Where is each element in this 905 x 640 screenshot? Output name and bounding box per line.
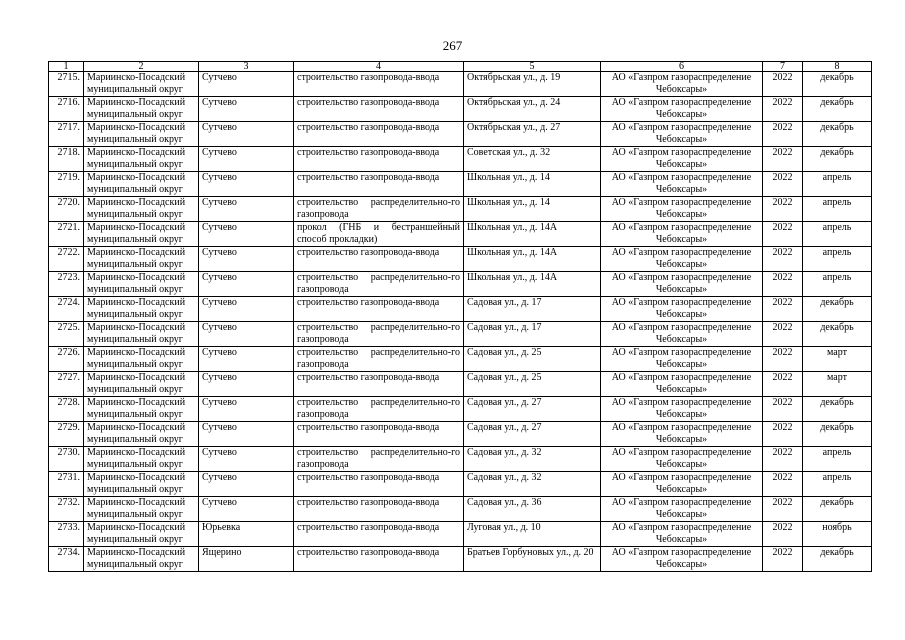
table-row xyxy=(49,122,872,147)
organization-cell: АО «Газпром газораспределение Чебоксары» xyxy=(601,147,763,172)
table-row xyxy=(49,72,872,97)
locality-cell: Ящерино xyxy=(199,547,294,572)
district-cell: Мариинско-Посадский муниципальный округ xyxy=(84,172,199,197)
locality-cell: Юрьевка xyxy=(199,522,294,547)
district-cell: Мариинско-Посадский муниципальный округ xyxy=(84,272,199,297)
organization-cell: АО «Газпром газораспределение Чебоксары» xyxy=(601,447,763,472)
table-row xyxy=(49,97,872,122)
locality-cell: Сутчево xyxy=(199,322,294,347)
column-header-6: 6 xyxy=(601,62,763,72)
month-cell: декабрь xyxy=(803,297,872,322)
address-cell: Октябрьская ул., д. 19 xyxy=(464,72,601,97)
organization-cell: АО «Газпром газораспределение Чебоксары» xyxy=(601,97,763,122)
table-body xyxy=(49,72,872,572)
year-cell: 2022 xyxy=(763,322,803,347)
page-number: 267 xyxy=(442,38,463,53)
year-cell: 2022 xyxy=(763,397,803,422)
district-cell: Мариинско-Посадский муниципальный округ xyxy=(84,547,199,572)
address-cell: Садовая ул., д. 25 xyxy=(464,347,601,372)
address-cell: Садовая ул., д. 32 xyxy=(464,472,601,497)
district-cell: Мариинско-Посадский муниципальный округ xyxy=(84,447,199,472)
year-cell: 2022 xyxy=(763,522,803,547)
address-cell: Октябрьская ул., д. 24 xyxy=(464,97,601,122)
work-type-cell: строительство газопровода-ввода xyxy=(294,547,464,572)
row-number: 2730. xyxy=(49,447,84,472)
work-type-cell: строительство газопровода-ввода xyxy=(294,472,464,497)
month-cell: декабрь xyxy=(803,72,872,97)
row-number: 2719. xyxy=(49,172,84,197)
year-cell: 2022 xyxy=(763,422,803,447)
row-number: 2716. xyxy=(49,97,84,122)
year-cell: 2022 xyxy=(763,147,803,172)
locality-cell: Сутчево xyxy=(199,497,294,522)
work-type-cell: строительство газопровода-ввода xyxy=(294,122,464,147)
district-cell: Мариинско-Посадский муниципальный округ xyxy=(84,397,199,422)
locality-cell: Сутчево xyxy=(199,72,294,97)
locality-cell: Сутчево xyxy=(199,172,294,197)
month-cell: март xyxy=(803,347,872,372)
row-number: 2725. xyxy=(49,322,84,347)
district-cell: Мариинско-Посадский муниципальный округ xyxy=(84,247,199,272)
year-cell: 2022 xyxy=(763,197,803,222)
table-row xyxy=(49,397,872,422)
month-cell: апрель xyxy=(803,472,872,497)
organization-cell: АО «Газпром газораспределение Чебоксары» xyxy=(601,222,763,247)
year-cell: 2022 xyxy=(763,72,803,97)
table-row xyxy=(49,472,872,497)
year-cell: 2022 xyxy=(763,172,803,197)
organization-cell: АО «Газпром газораспределение Чебоксары» xyxy=(601,522,763,547)
registry-table xyxy=(48,61,872,572)
organization-cell: АО «Газпром газораспределение Чебоксары» xyxy=(601,547,763,572)
year-cell: 2022 xyxy=(763,297,803,322)
year-cell: 2022 xyxy=(763,247,803,272)
work-type-cell: строительство распределительно-го газопровода xyxy=(294,272,464,297)
address-cell: Школьная ул., д. 14А xyxy=(464,247,601,272)
organization-cell: АО «Газпром газораспределение Чебоксары» xyxy=(601,172,763,197)
work-type-cell: строительство газопровода-ввода xyxy=(294,497,464,522)
column-header-3: 3 xyxy=(199,62,294,72)
row-number: 2724. xyxy=(49,297,84,322)
row-number: 2734. xyxy=(49,547,84,572)
work-type-cell: строительство газопровода-ввода xyxy=(294,372,464,397)
work-type-cell: строительство газопровода-ввода xyxy=(294,72,464,97)
table-row xyxy=(49,272,872,297)
table-row xyxy=(49,322,872,347)
work-type-cell: строительство распределительно-го газопровода xyxy=(294,447,464,472)
table-row xyxy=(49,147,872,172)
row-number: 2722. xyxy=(49,247,84,272)
table-row xyxy=(49,247,872,272)
district-cell: Мариинско-Посадский муниципальный округ xyxy=(84,372,199,397)
organization-cell: АО «Газпром газораспределение Чебоксары» xyxy=(601,397,763,422)
month-cell: апрель xyxy=(803,247,872,272)
table-row xyxy=(49,297,872,322)
month-cell: декабрь xyxy=(803,397,872,422)
locality-cell: Сутчево xyxy=(199,197,294,222)
address-cell: Школьная ул., д. 14А xyxy=(464,272,601,297)
locality-cell: Сутчево xyxy=(199,272,294,297)
month-cell: ноябрь xyxy=(803,522,872,547)
organization-cell: АО «Газпром газораспределение Чебоксары» xyxy=(601,322,763,347)
district-cell: Мариинско-Посадский муниципальный округ xyxy=(84,347,199,372)
address-cell: Школьная ул., д. 14 xyxy=(464,197,601,222)
organization-cell: АО «Газпром газораспределение Чебоксары» xyxy=(601,497,763,522)
column-header-4: 4 xyxy=(294,62,464,72)
address-cell: Садовая ул., д. 17 xyxy=(464,322,601,347)
locality-cell: Сутчево xyxy=(199,297,294,322)
locality-cell: Сутчево xyxy=(199,222,294,247)
month-cell: декабрь xyxy=(803,322,872,347)
year-cell: 2022 xyxy=(763,122,803,147)
row-number: 2723. xyxy=(49,272,84,297)
address-cell: Советская ул., д. 32 xyxy=(464,147,601,172)
column-header-2: 2 xyxy=(84,62,199,72)
organization-cell: АО «Газпром газораспределение Чебоксары» xyxy=(601,247,763,272)
table-row xyxy=(49,422,872,447)
row-number: 2728. xyxy=(49,397,84,422)
address-cell: Садовая ул., д. 27 xyxy=(464,422,601,447)
district-cell: Мариинско-Посадский муниципальный округ xyxy=(84,497,199,522)
table-row xyxy=(49,172,872,197)
locality-cell: Сутчево xyxy=(199,97,294,122)
locality-cell: Сутчево xyxy=(199,347,294,372)
locality-cell: Сутчево xyxy=(199,397,294,422)
work-type-cell: прокол (ГНБ и бестраншейный способ прокладки) xyxy=(294,222,464,247)
work-type-cell: строительство распределительно-го газопровода xyxy=(294,322,464,347)
work-type-cell: строительство газопровода-ввода xyxy=(294,97,464,122)
row-number: 2727. xyxy=(49,372,84,397)
locality-cell: Сутчево xyxy=(199,122,294,147)
organization-cell: АО «Газпром газораспределение Чебоксары» xyxy=(601,272,763,297)
work-type-cell: строительство газопровода-ввода xyxy=(294,422,464,447)
locality-cell: Сутчево xyxy=(199,472,294,497)
work-type-cell: строительство распределительно-го газопровода xyxy=(294,397,464,422)
row-number: 2720. xyxy=(49,197,84,222)
district-cell: Мариинско-Посадский муниципальный округ xyxy=(84,147,199,172)
organization-cell: АО «Газпром газораспределение Чебоксары» xyxy=(601,472,763,497)
district-cell: Мариинско-Посадский муниципальный округ xyxy=(84,222,199,247)
year-cell: 2022 xyxy=(763,272,803,297)
table-row xyxy=(49,372,872,397)
district-cell: Мариинско-Посадский муниципальный округ xyxy=(84,322,199,347)
table-row xyxy=(49,447,872,472)
table-row xyxy=(49,497,872,522)
work-type-cell: строительство газопровода-ввода xyxy=(294,147,464,172)
row-number: 2726. xyxy=(49,347,84,372)
table-row xyxy=(49,197,872,222)
month-cell: декабрь xyxy=(803,547,872,572)
district-cell: Мариинско-Посадский муниципальный округ xyxy=(84,122,199,147)
row-number: 2717. xyxy=(49,122,84,147)
address-cell: Садовая ул., д. 27 xyxy=(464,397,601,422)
year-cell: 2022 xyxy=(763,497,803,522)
month-cell: март xyxy=(803,372,872,397)
district-cell: Мариинско-Посадский муниципальный округ xyxy=(84,297,199,322)
organization-cell: АО «Газпром газораспределение Чебоксары» xyxy=(601,122,763,147)
district-cell: Мариинско-Посадский муниципальный округ xyxy=(84,72,199,97)
locality-cell: Сутчево xyxy=(199,447,294,472)
organization-cell: АО «Газпром газораспределение Чебоксары» xyxy=(601,372,763,397)
row-number: 2729. xyxy=(49,422,84,447)
address-cell: Школьная ул., д. 14 xyxy=(464,172,601,197)
month-cell: декабрь xyxy=(803,147,872,172)
column-header-8: 8 xyxy=(803,62,872,72)
organization-cell: АО «Газпром газораспределение Чебоксары» xyxy=(601,347,763,372)
column-header-5: 5 xyxy=(464,62,601,72)
locality-cell: Сутчево xyxy=(199,147,294,172)
header-row xyxy=(49,62,872,72)
year-cell: 2022 xyxy=(763,372,803,397)
row-number: 2731. xyxy=(49,472,84,497)
month-cell: декабрь xyxy=(803,122,872,147)
district-cell: Мариинско-Посадский муниципальный округ xyxy=(84,97,199,122)
address-cell: Садовая ул., д. 32 xyxy=(464,447,601,472)
locality-cell: Сутчево xyxy=(199,422,294,447)
row-number: 2715. xyxy=(49,72,84,97)
month-cell: декабрь xyxy=(803,97,872,122)
row-number: 2721. xyxy=(49,222,84,247)
address-cell: Школьная ул., д. 14А xyxy=(464,222,601,247)
district-cell: Мариинско-Посадский муниципальный округ xyxy=(84,522,199,547)
year-cell: 2022 xyxy=(763,472,803,497)
month-cell: апрель xyxy=(803,222,872,247)
month-cell: апрель xyxy=(803,272,872,297)
table-row xyxy=(49,547,872,572)
work-type-cell: строительство распределительно-го газопровода xyxy=(294,197,464,222)
row-number: 2733. xyxy=(49,522,84,547)
row-number: 2718. xyxy=(49,147,84,172)
district-cell: Мариинско-Посадский муниципальный округ xyxy=(84,472,199,497)
work-type-cell: строительство распределительно-го газопровода xyxy=(294,347,464,372)
month-cell: декабрь xyxy=(803,497,872,522)
organization-cell: АО «Газпром газораспределение Чебоксары» xyxy=(601,297,763,322)
year-cell: 2022 xyxy=(763,222,803,247)
district-cell: Мариинско-Посадский муниципальный округ xyxy=(84,197,199,222)
year-cell: 2022 xyxy=(763,447,803,472)
year-cell: 2022 xyxy=(763,97,803,122)
address-cell: Садовая ул., д. 36 xyxy=(464,497,601,522)
month-cell: апрель xyxy=(803,172,872,197)
address-cell: Октябрьская ул., д. 27 xyxy=(464,122,601,147)
work-type-cell: строительство газопровода-ввода xyxy=(294,522,464,547)
table-row xyxy=(49,222,872,247)
table-row xyxy=(49,522,872,547)
address-cell: Садовая ул., д. 17 xyxy=(464,297,601,322)
address-cell: Луговая ул., д. 10 xyxy=(464,522,601,547)
work-type-cell: строительство газопровода-ввода xyxy=(294,172,464,197)
column-header-1: 1 xyxy=(49,62,84,72)
address-cell: Братьев Горбуновых ул., д. 20 xyxy=(464,547,601,572)
work-type-cell: строительство газопровода-ввода xyxy=(294,297,464,322)
month-cell: апрель xyxy=(803,447,872,472)
district-cell: Мариинско-Посадский муниципальный округ xyxy=(84,422,199,447)
organization-cell: АО «Газпром газораспределение Чебоксары» xyxy=(601,422,763,447)
month-cell: декабрь xyxy=(803,422,872,447)
locality-cell: Сутчево xyxy=(199,247,294,272)
column-header-7: 7 xyxy=(763,62,803,72)
organization-cell: АО «Газпром газораспределение Чебоксары» xyxy=(601,197,763,222)
year-cell: 2022 xyxy=(763,347,803,372)
organization-cell: АО «Газпром газораспределение Чебоксары» xyxy=(601,72,763,97)
table-row xyxy=(49,347,872,372)
year-cell: 2022 xyxy=(763,547,803,572)
work-type-cell: строительство газопровода-ввода xyxy=(294,247,464,272)
month-cell: апрель xyxy=(803,197,872,222)
locality-cell: Сутчево xyxy=(199,372,294,397)
row-number: 2732. xyxy=(49,497,84,522)
address-cell: Садовая ул., д. 25 xyxy=(464,372,601,397)
